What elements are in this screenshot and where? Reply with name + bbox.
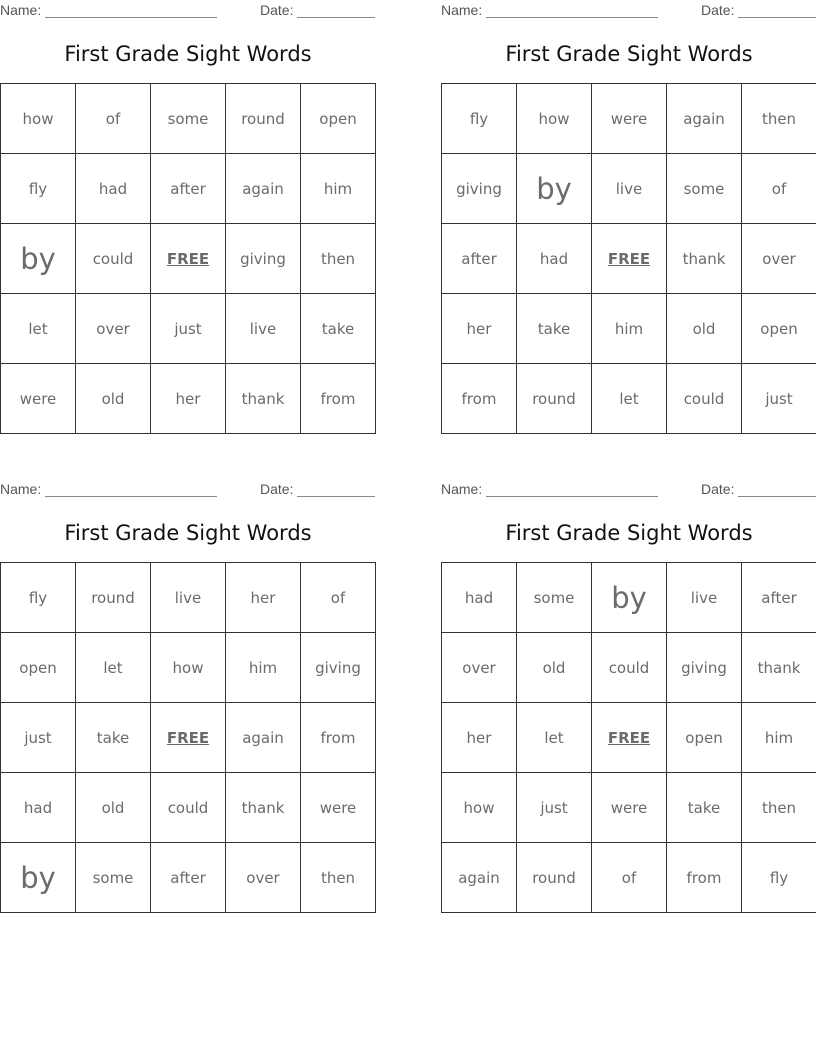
name-date-header <box>0 481 376 499</box>
word-cell: some <box>76 843 151 913</box>
name-label: Name: <box>0 481 42 497</box>
word-cell: him <box>592 294 667 364</box>
word-cell: how <box>442 773 517 843</box>
bingo-card <box>0 479 376 919</box>
word-cell: by <box>517 154 592 224</box>
name-label: Name: <box>0 2 42 18</box>
word-cell: take <box>517 294 592 364</box>
free-space-cell: FREE <box>592 703 667 773</box>
grid-row <box>1 563 376 633</box>
word-cell: were <box>301 773 376 843</box>
grid-row <box>442 224 816 294</box>
word-cell: after <box>151 154 226 224</box>
word-cell: could <box>151 773 226 843</box>
grid-row <box>442 703 816 773</box>
word-cell: thank <box>667 224 742 294</box>
word-cell: open <box>301 84 376 154</box>
name-date-header <box>441 481 816 499</box>
name-field[interactable] <box>486 17 658 18</box>
date-field[interactable] <box>738 496 816 497</box>
word-cell: had <box>1 773 76 843</box>
word-cell: could <box>76 224 151 294</box>
word-cell: again <box>226 154 301 224</box>
word-cell: fly <box>442 84 517 154</box>
word-cell: him <box>301 154 376 224</box>
word-cell: from <box>301 703 376 773</box>
word-cell: thank <box>226 773 301 843</box>
word-cell: some <box>517 563 592 633</box>
word-cell: thank <box>742 633 816 703</box>
word-cell: how <box>517 84 592 154</box>
grid-row <box>1 84 376 154</box>
word-cell: some <box>151 84 226 154</box>
word-cell: round <box>517 843 592 913</box>
word-cell: let <box>76 633 151 703</box>
card-title: First Grade Sight Words <box>505 42 753 66</box>
date-field[interactable] <box>297 17 375 18</box>
word-cell: of <box>301 563 376 633</box>
word-cell: how <box>1 84 76 154</box>
name-label: Name: <box>441 481 483 497</box>
word-cell: open <box>742 294 816 364</box>
word-grid <box>441 562 816 913</box>
grid-row <box>442 364 816 434</box>
word-cell: let <box>1 294 76 364</box>
word-cell: fly <box>1 154 76 224</box>
name-label: Name: <box>441 2 483 18</box>
word-cell: old <box>517 633 592 703</box>
word-cell: her <box>226 563 301 633</box>
date-label: Date: <box>701 2 735 18</box>
bingo-card <box>441 0 816 440</box>
word-cell: by <box>592 563 667 633</box>
word-cell: after <box>442 224 517 294</box>
word-cell: giving <box>226 224 301 294</box>
bingo-card <box>0 0 376 440</box>
word-cell: just <box>1 703 76 773</box>
word-cell: could <box>667 364 742 434</box>
word-cell: old <box>76 364 151 434</box>
word-cell: from <box>301 364 376 434</box>
word-cell: open <box>667 703 742 773</box>
word-cell: from <box>667 843 742 913</box>
word-cell: just <box>517 773 592 843</box>
word-cell: by <box>1 224 76 294</box>
word-cell: again <box>226 703 301 773</box>
word-cell: over <box>226 843 301 913</box>
word-cell: let <box>517 703 592 773</box>
grid-row <box>442 294 816 364</box>
grid-row <box>442 84 816 154</box>
word-cell: over <box>442 633 517 703</box>
word-cell: over <box>76 294 151 364</box>
word-cell: just <box>151 294 226 364</box>
word-cell: thank <box>226 364 301 434</box>
name-field[interactable] <box>45 17 217 18</box>
word-cell: then <box>301 843 376 913</box>
grid-row <box>442 843 816 913</box>
word-cell: over <box>742 224 816 294</box>
word-cell: take <box>667 773 742 843</box>
word-cell: could <box>592 633 667 703</box>
word-cell: after <box>151 843 226 913</box>
word-cell: of <box>76 84 151 154</box>
grid-row <box>1 224 376 294</box>
word-cell: again <box>442 843 517 913</box>
grid-row <box>442 563 816 633</box>
grid-row <box>1 364 376 434</box>
word-cell: him <box>226 633 301 703</box>
date-field[interactable] <box>738 17 816 18</box>
word-cell: let <box>592 364 667 434</box>
name-date-header <box>441 2 816 20</box>
grid-row <box>442 773 816 843</box>
word-cell: giving <box>301 633 376 703</box>
word-cell: fly <box>742 843 816 913</box>
card-title: First Grade Sight Words <box>64 521 312 545</box>
word-cell: again <box>667 84 742 154</box>
grid-row <box>442 154 816 224</box>
word-cell: from <box>442 364 517 434</box>
word-cell: some <box>667 154 742 224</box>
free-space-cell: FREE <box>151 703 226 773</box>
name-field[interactable] <box>45 496 217 497</box>
card-title: First Grade Sight Words <box>505 521 753 545</box>
word-cell: then <box>742 773 816 843</box>
word-cell: live <box>592 154 667 224</box>
word-cell: then <box>301 224 376 294</box>
word-cell: open <box>1 633 76 703</box>
word-cell: were <box>592 773 667 843</box>
word-cell: round <box>517 364 592 434</box>
word-cell: were <box>1 364 76 434</box>
word-cell: just <box>742 364 816 434</box>
grid-row <box>1 843 376 913</box>
word-cell: had <box>442 563 517 633</box>
word-cell: live <box>226 294 301 364</box>
word-cell: round <box>226 84 301 154</box>
date-label: Date: <box>260 2 294 18</box>
word-cell: him <box>742 703 816 773</box>
word-cell: her <box>442 294 517 364</box>
bingo-card <box>441 479 816 919</box>
word-cell: giving <box>442 154 517 224</box>
word-cell: live <box>151 563 226 633</box>
word-grid <box>0 83 376 434</box>
word-cell: of <box>742 154 816 224</box>
word-cell: her <box>151 364 226 434</box>
grid-row <box>442 633 816 703</box>
grid-row <box>1 703 376 773</box>
date-label: Date: <box>701 481 735 497</box>
grid-row <box>1 294 376 364</box>
name-date-header <box>0 2 376 20</box>
word-cell: take <box>301 294 376 364</box>
word-cell: had <box>76 154 151 224</box>
word-cell: after <box>742 563 816 633</box>
free-space-cell: FREE <box>151 224 226 294</box>
name-field[interactable] <box>486 496 658 497</box>
card-title: First Grade Sight Words <box>64 42 312 66</box>
word-cell: then <box>742 84 816 154</box>
word-cell: were <box>592 84 667 154</box>
word-cell: round <box>76 563 151 633</box>
word-cell: live <box>667 563 742 633</box>
word-grid <box>0 562 376 913</box>
date-label: Date: <box>260 481 294 497</box>
word-cell: of <box>592 843 667 913</box>
word-cell: fly <box>1 563 76 633</box>
word-cell: by <box>1 843 76 913</box>
word-cell: how <box>151 633 226 703</box>
word-cell: her <box>442 703 517 773</box>
word-cell: old <box>76 773 151 843</box>
word-cell: had <box>517 224 592 294</box>
free-space-cell: FREE <box>592 224 667 294</box>
word-cell: take <box>76 703 151 773</box>
word-grid <box>441 83 816 434</box>
grid-row <box>1 773 376 843</box>
word-cell: giving <box>667 633 742 703</box>
grid-row <box>1 633 376 703</box>
date-field[interactable] <box>297 496 375 497</box>
grid-row <box>1 154 376 224</box>
word-cell: old <box>667 294 742 364</box>
